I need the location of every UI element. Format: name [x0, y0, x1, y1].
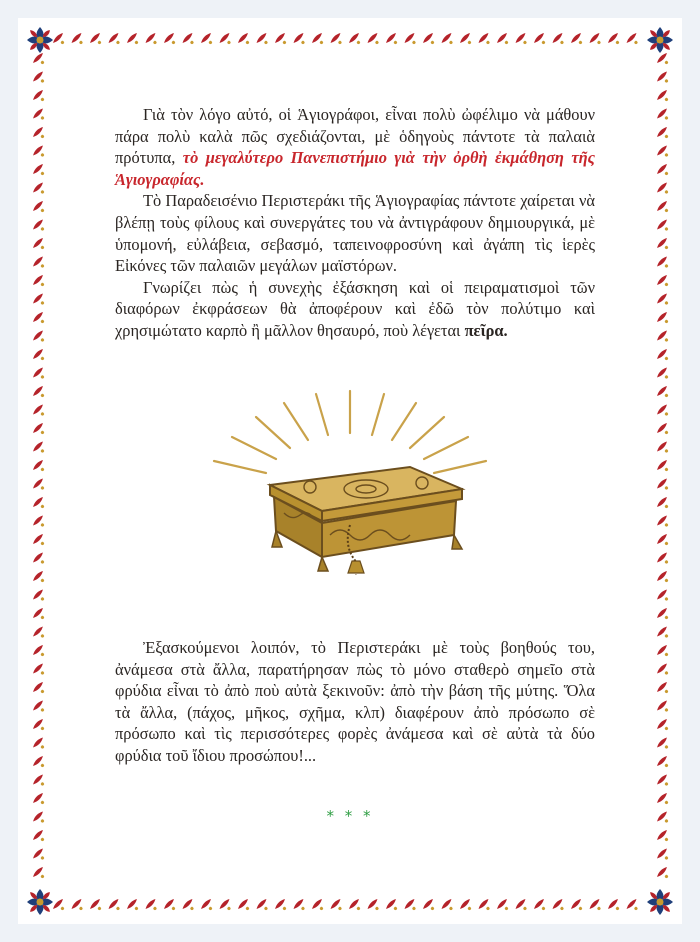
border-leaf	[607, 898, 624, 915]
border-leaf	[32, 366, 49, 383]
border-leaf	[496, 32, 513, 49]
border-leaf	[625, 32, 642, 49]
border-leaf	[656, 440, 673, 457]
border-leaf	[496, 898, 513, 915]
border-leaf	[656, 422, 673, 439]
paragraph-1: Γιὰ τὸν λόγο αὐτό, οἱ Ἁγιογράφοι, εἶναι πολὺ ὠφέλιμο νὰ μάθουν πάρα πολὺ καλὰ πῶς σχεδιάζονται, μὲ ὁδηγοὺς πάντοτε τὰ παλαιὰ πρότυπα, τὸ μεγαλύτερο Πανεπιστήμιο γιὰ τὴν ὀρθὴ ἐκμάθηση τῆς Ἁγιογραφίας.	[115, 105, 595, 189]
bold-word: πεῖρα.	[464, 320, 508, 340]
border-leaf	[656, 551, 673, 568]
border-leaf	[656, 533, 673, 550]
border-leaf	[656, 348, 673, 365]
border-leaf	[551, 32, 568, 49]
border-leaf	[656, 237, 673, 254]
border-leaf	[32, 237, 49, 254]
border-leaf	[514, 898, 531, 915]
golden-treasure-chest-icon	[200, 385, 500, 575]
border-leaf	[32, 107, 49, 124]
border-leaf	[218, 32, 235, 49]
border-leaf	[607, 32, 624, 49]
border-leaf	[656, 755, 673, 772]
border-leaf	[52, 898, 69, 915]
border-leaf	[656, 107, 673, 124]
border-leaf	[533, 898, 550, 915]
border-leaf	[656, 329, 673, 346]
border-leaf	[656, 847, 673, 864]
border-leaf	[32, 847, 49, 864]
border-leaf	[32, 718, 49, 735]
border-leaf	[625, 898, 642, 915]
border-leaf	[656, 662, 673, 679]
border-leaf	[70, 32, 87, 49]
border-leaf	[32, 829, 49, 846]
border-leaf	[385, 32, 402, 49]
border-leaf	[218, 898, 235, 915]
border-leaf	[656, 699, 673, 716]
border-leaf	[656, 810, 673, 827]
border-leaf	[144, 898, 161, 915]
border-leaf	[656, 89, 673, 106]
border-leaf	[32, 348, 49, 365]
border-leaf	[32, 403, 49, 420]
border-leaf	[588, 898, 605, 915]
border-leaf	[32, 311, 49, 328]
border-leaf	[32, 551, 49, 568]
border-leaf	[403, 898, 420, 915]
border-leaf	[329, 32, 346, 49]
border-leaf	[656, 403, 673, 420]
border-leaf	[32, 385, 49, 402]
border-leaf	[274, 898, 291, 915]
border-leaf	[459, 898, 476, 915]
border-leaf	[533, 32, 550, 49]
border-leaf	[459, 32, 476, 49]
border-leaf	[514, 32, 531, 49]
border-leaf	[32, 755, 49, 772]
border-leaf	[656, 385, 673, 402]
border-leaf	[163, 898, 180, 915]
border-leaf	[656, 200, 673, 217]
border-leaf	[32, 477, 49, 494]
border-leaf	[656, 255, 673, 272]
border-leaf	[656, 366, 673, 383]
border-leaf	[255, 32, 272, 49]
border-leaf	[32, 533, 49, 550]
text-block-bottom	[115, 637, 595, 767]
border-leaf	[656, 52, 673, 69]
border-leaf	[32, 681, 49, 698]
border-leaf	[477, 32, 494, 49]
border-leaf	[237, 32, 254, 49]
highlighted-phrase: τὸ μεγαλύτερο Πανεπιστήμιο γιὰ τὴν ὀρθὴ ἐκμάθηση τῆς Ἁγιογραφίας.	[115, 148, 595, 189]
border-leaf	[107, 898, 124, 915]
border-leaf	[656, 588, 673, 605]
border-leaf	[32, 255, 49, 272]
border-leaf	[656, 514, 673, 531]
border-leaf	[32, 422, 49, 439]
border-leaf	[292, 898, 309, 915]
border-leaf	[32, 496, 49, 513]
border-leaf	[440, 32, 457, 49]
border-leaf	[32, 218, 49, 235]
corner-ornament	[647, 27, 673, 53]
section-separator: * * *	[326, 807, 374, 825]
border-leaf	[656, 144, 673, 161]
border-leaf	[385, 898, 402, 915]
border-leaf	[656, 218, 673, 235]
border-leaf	[366, 898, 383, 915]
border-leaf	[656, 477, 673, 494]
border-leaf	[656, 126, 673, 143]
border-leaf	[311, 32, 328, 49]
border-leaf	[144, 32, 161, 49]
border-leaf	[32, 163, 49, 180]
border-leaf	[32, 200, 49, 217]
border-leaf	[32, 866, 49, 883]
border-leaf	[32, 736, 49, 753]
border-leaf	[126, 898, 143, 915]
border-leaf	[32, 329, 49, 346]
border-leaf	[32, 274, 49, 291]
border-leaf	[656, 681, 673, 698]
chest	[270, 467, 462, 575]
border-leaf	[422, 898, 439, 915]
border-leaf	[237, 898, 254, 915]
border-leaf	[422, 32, 439, 49]
border-leaf	[107, 32, 124, 49]
border-leaf	[32, 459, 49, 476]
border-leaf	[32, 625, 49, 642]
border-leaf	[403, 32, 420, 49]
border-leaf	[32, 699, 49, 716]
border-leaf	[32, 52, 49, 69]
border-leaf	[656, 181, 673, 198]
border-leaf	[52, 32, 69, 49]
border-leaf	[656, 866, 673, 883]
border-leaf	[656, 792, 673, 809]
border-leaf	[656, 607, 673, 624]
border-leaf	[656, 459, 673, 476]
corner-ornament	[647, 889, 673, 915]
border-leaf	[570, 898, 587, 915]
border-leaf	[588, 32, 605, 49]
border-leaf	[32, 588, 49, 605]
border-leaf	[32, 644, 49, 661]
border-leaf	[477, 898, 494, 915]
border-leaf	[656, 311, 673, 328]
border-leaf	[32, 89, 49, 106]
border-leaf	[348, 32, 365, 49]
border-leaf	[656, 773, 673, 790]
border-leaf	[570, 32, 587, 49]
border-leaf	[32, 792, 49, 809]
border-leaf	[181, 32, 198, 49]
paragraph-2: Τὸ Παραδεισένιο Περιστεράκι τῆς Ἁγιογραφίας πάντοτε χαίρεται νὰ βλέπῃ τοὺς φίλους καὶ συνεργάτες του νὰ ἀντιγράφουν δημιουργικά, μὲ ὑπομονή, εὐλάβεια, σεβασμό, ταπεινοφροσύνη καὶ ἀγάπη τὶς ἱερὲς Εἰκόνες τῶν παλαιῶν μεγάλων μαϊστόρων.	[115, 191, 595, 276]
border-leaf	[255, 898, 272, 915]
border-leaf	[32, 810, 49, 827]
border-leaf	[292, 32, 309, 49]
border-leaf	[32, 126, 49, 143]
border-leaf	[89, 898, 106, 915]
border-leaf	[32, 662, 49, 679]
border-leaf	[89, 32, 106, 49]
border-leaf	[32, 181, 49, 198]
border-leaf	[656, 570, 673, 587]
border-leaf	[163, 32, 180, 49]
light-rays	[214, 391, 486, 473]
border-leaf	[656, 70, 673, 87]
border-leaf	[32, 570, 49, 587]
paragraph-4: Ἐξασκούμενοι λοιπόν, τὸ Περιστεράκι μὲ τοὺς βοηθούς του, ἀνάμεσα στὰ ἄλλα, παρατήρησαν πὼς τὸ μόνο σταθερὸ σημεῖο στὰ φρύδια εἶναι τὸ ἀπὸ ποὺ αὐτὰ ξεκινοῦν: ἀπὸ τὴν βάση τῆς μύτης. Ὅλα τὰ ἄλλα, (πάχος, μῆκος, σχῆμα, κλπ) διαφέρουν ἀπὸ πρόσωπο σὲ πρόσωπο καὶ τὶς περισσότερες φορὲς ἀνάμεσα καὶ σὲ αὐτὰ τὰ δύο φρύδια τοῦ ἴδιου προσώπου!...	[115, 638, 595, 765]
paragraph-3: Γνωρίζει πὼς ἡ συνεχὴς ἐξάσκηση καὶ οἱ πειραματισμοὶ τῶν διαφόρων ἐκφράσεων θὰ ἀποφέρουν καὶ ἐδῶ τὸν πολύτιμο καὶ χρησιμώτατο καρπὸ ἢ μᾶλλον θησαυρό, ποὺ λέγεται πεῖρα.	[115, 277, 595, 340]
border-leaf	[126, 32, 143, 49]
border-leaf	[656, 274, 673, 291]
border-leaf	[200, 898, 217, 915]
border-leaf	[656, 829, 673, 846]
border-leaf	[181, 898, 198, 915]
border-leaf	[656, 163, 673, 180]
corner-ornament	[27, 889, 53, 915]
border-leaf	[32, 514, 49, 531]
border-leaf	[32, 70, 49, 87]
border-leaf	[440, 898, 457, 915]
border-leaf	[656, 718, 673, 735]
border-leaf	[656, 496, 673, 513]
border-leaf	[200, 32, 217, 49]
border-leaf	[32, 440, 49, 457]
border-leaf	[32, 144, 49, 161]
border-leaf	[329, 898, 346, 915]
border-leaf	[32, 773, 49, 790]
border-leaf	[656, 736, 673, 753]
border-leaf	[32, 292, 49, 309]
border-leaf	[656, 292, 673, 309]
border-leaf	[274, 32, 291, 49]
border-leaf	[32, 607, 49, 624]
border-leaf	[70, 898, 87, 915]
text-block-top	[115, 104, 595, 342]
border-leaf	[656, 644, 673, 661]
border-leaf	[348, 898, 365, 915]
corner-ornament	[27, 27, 53, 53]
border-leaf	[311, 898, 328, 915]
border-leaf	[656, 625, 673, 642]
border-leaf	[551, 898, 568, 915]
border-leaf	[366, 32, 383, 49]
